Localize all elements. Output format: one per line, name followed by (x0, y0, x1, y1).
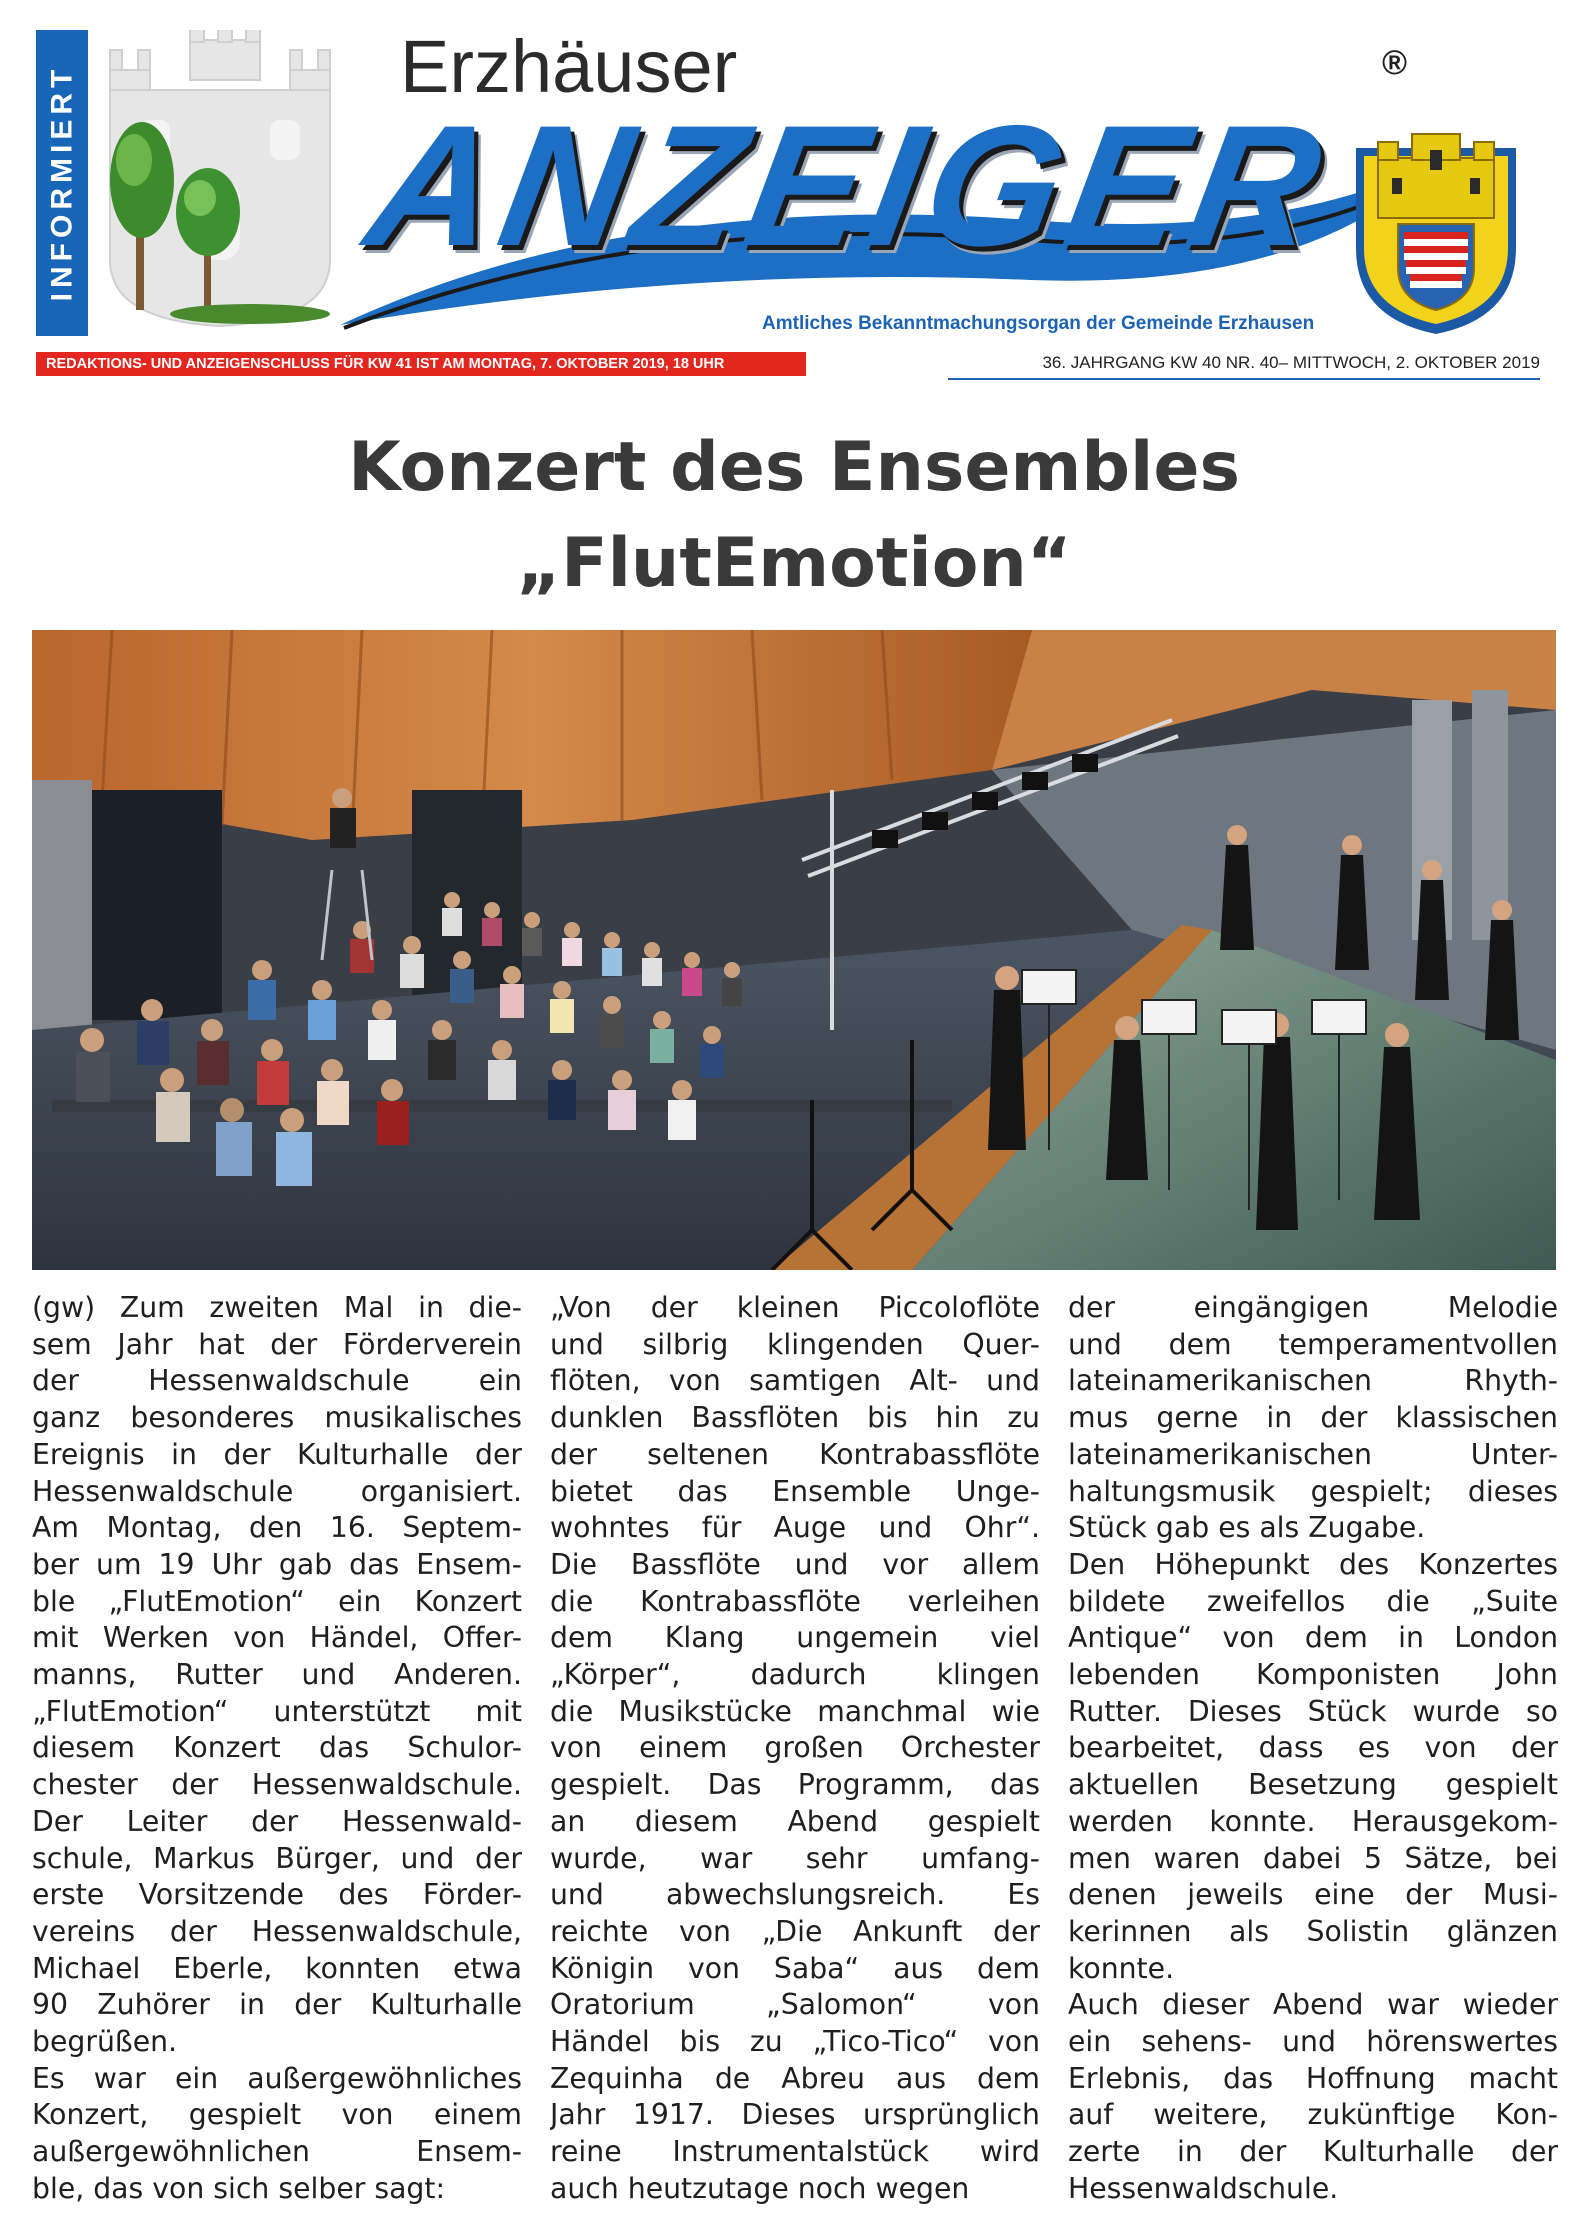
article-text-line: Jahr 1917. Dieses ursprünglich (550, 2098, 1040, 2132)
article-text-line: ganz besonderes musikalisches (32, 1401, 522, 1435)
article-text-line: ble „FlutEmotion“ ein Konzert (32, 1584, 522, 1618)
article-text-line: denen jeweils eine der Musi- (1068, 1878, 1558, 1912)
castle-tree-logo-icon (100, 30, 340, 330)
article-text-line: wurde, war sehr umfang- (550, 1841, 1040, 1875)
article-text-line: Oratorium „Salomon“ von (550, 1988, 1040, 2022)
article-text-line: Stück gab es als Zugabe. (1068, 1511, 1426, 1545)
masthead-title-big: ANZEIGER (355, 90, 1342, 282)
article-text-line: reichte von „Die Ankunft der (550, 1914, 1040, 1948)
article-column-2 (550, 1290, 1040, 2230)
article-text-line: „FlutEmotion“ unterstützt mit (32, 1694, 522, 1728)
article-text-line: zerte in der Kulturhalle der (1068, 2135, 1558, 2169)
article-text-line: erste Vorsitzende des Förder- (32, 1878, 522, 1912)
article-text-line: lateinamerikanischen Unter- (1068, 1437, 1558, 1471)
deadline-notice-bar (36, 352, 806, 376)
article-text-line: mit Werken von Händel, Offer- (32, 1621, 522, 1655)
article-text-line: dem Klang ungemein viel (550, 1621, 1040, 1655)
article-text-line: „Von der kleinen Piccoloflöte (550, 1291, 1040, 1324)
article-text-line: auch heutzutage noch wegen (550, 2171, 970, 2205)
article-text-line: Den Höhepunkt des Konzertes (1068, 1547, 1558, 1581)
article-text-line: Konzert, gespielt von einem (32, 2098, 522, 2132)
article-column-3 (1068, 1290, 1558, 2230)
coat-of-arms-icon (1348, 128, 1524, 338)
article-text-line: „Körper“, dadurch klingen (550, 1658, 1040, 1692)
article-text-line: dunklen Bassflöten bis hin zu (550, 1401, 1040, 1435)
article-text-line: bildete zweifellos die „Suite (1068, 1584, 1558, 1618)
article-text-line: mus gerne in der klassischen (1068, 1401, 1558, 1435)
article-text-line: men waren dabei 5 Sätze, bei (1068, 1841, 1558, 1875)
headline-line-1: Konzert des Ensembles (348, 428, 1240, 507)
concert-photo (32, 630, 1556, 1270)
article-text-line: manns, Rutter und Anderen. (32, 1658, 522, 1692)
article-text-line: außergewöhnlichen Ensem- (32, 2135, 522, 2169)
article-headline (0, 420, 1588, 612)
article-text-line: Ereignis in der Kulturhalle der (32, 1437, 522, 1471)
article-text-line: Zequinha de Abreu aus dem (550, 2061, 1040, 2095)
article-text-line: Antique“ von dem in London (1068, 1621, 1558, 1655)
article-text-line: ble, das von sich selber sagt: (32, 2171, 446, 2205)
article-text-line: der eingängigen Melodie (1068, 1291, 1558, 1324)
article-text-line: aktuellen Besetzung gespielt (1068, 1768, 1558, 1802)
article-text-line: ein sehens- und hörenswertes (1068, 2025, 1558, 2059)
article-text-line: begrüßen. (32, 2025, 178, 2059)
article-text-line: Königin von Saba“ aus dem (550, 1951, 1040, 1985)
article-text-line: und abwechslungsreich. Es (550, 1878, 1040, 1912)
article-text-line: die Musikstücke manchmal wie (550, 1694, 1040, 1728)
concert-photo-illustration (32, 630, 1556, 1270)
article-text-line: Erlebnis, das Hoffnung macht (1068, 2061, 1558, 2095)
article-text-line: ber um 19 Uhr gab das Ensem- (32, 1547, 522, 1581)
article-text-line: der Hessenwaldschule ein (32, 1364, 522, 1398)
article-text-line: kerinnen als Solistin glänzen (1068, 1914, 1558, 1948)
article-text-line: bietet das Ensemble Unge- (550, 1474, 1040, 1508)
registered-mark: ® (1382, 44, 1408, 82)
article-text-line: haltungsmusik gespielt; dieses (1068, 1474, 1558, 1508)
article-text-line: Michael Eberle, konnten etwa (32, 1951, 522, 1985)
article-text-line: Am Montag, den 16. Septem- (32, 1511, 522, 1545)
article-text-line: schule, Markus Bürger, und der (32, 1841, 522, 1875)
article-text-line: von einem großen Orchester (550, 1731, 1040, 1765)
article-text-line: lateinamerikanischen Rhyth- (1068, 1364, 1558, 1398)
article-text-line: die Kontrabassflöte verleihen (550, 1584, 1040, 1618)
issue-info: 36. JAHRGANG KW 40 NR. 40– MITTWOCH, 2. OKTOBER 2019 (948, 352, 1540, 380)
article-column-1 (32, 1290, 522, 2230)
article-text-line: an diesem Abend gespielt (550, 1804, 1040, 1838)
article-text-line: bearbeitet, dass es von der (1068, 1731, 1558, 1765)
article-text-line: auf weitere, zukünftige Kon- (1068, 2098, 1558, 2132)
article-text-line: der seltenen Kontrabassflöte (550, 1437, 1040, 1471)
article-text-line: lebenden Komponisten John (1068, 1658, 1558, 1692)
article-text-line: (gw) Zum zweiten Mal in die- (32, 1291, 522, 1324)
headline-line-2: „FlutEmotion“ (516, 524, 1072, 603)
article-text-line: und silbrig klingenden Quer- (550, 1327, 1040, 1361)
masthead-title-small: Erzhäuser (400, 25, 738, 108)
deadline-notice-text: REDAKTIONS- UND ANZEIGENSCHLUSS FÜR KW 41 IST AM MONTAG, 7. OKTOBER 2019, 18 UHR (46, 356, 725, 372)
article-text-line: Rutter. Dieses Stück wurde so (1068, 1694, 1558, 1728)
article-text-line: Es war ein außergewöhnliches (32, 2061, 522, 2095)
article-text-line: vereins der Hessenwaldschule, (32, 1914, 522, 1948)
article-text-line: sem Jahr hat der Förderverein (32, 1327, 522, 1361)
article-text-line: chester der Hessenwaldschule. (32, 1768, 522, 1802)
article-text-line: Händel bis zu „Tico-Tico“ von (550, 2025, 1040, 2059)
article-text-line: 90 Zuhörer in der Kulturhalle (32, 1988, 522, 2022)
article-text-line: Hessenwaldschule. (1068, 2171, 1339, 2205)
article-text-line: diesem Konzert das Schulor- (32, 1731, 522, 1765)
article-text-line: reine Instrumentalstück wird (550, 2135, 1040, 2169)
masthead-tagline: Amtliches Bekanntmachungsorgan der Gemeinde Erzhausen (762, 313, 1315, 334)
article-text-line: Auch dieser Abend war wieder (1068, 1988, 1558, 2022)
article-text-line: und dem temperamentvollen (1068, 1327, 1558, 1361)
article-text-line: Der Leiter der Hessenwald- (32, 1804, 522, 1838)
article-text-line: konnte. (1068, 1951, 1175, 1985)
article-body (32, 1290, 1556, 2230)
article-text-line: werden konnte. Herausgekom- (1068, 1804, 1558, 1838)
article-text-line: wohntes für Auge und Ohr“. (550, 1511, 1040, 1545)
article-text-line: Die Bassflöte und vor allem (550, 1547, 1040, 1581)
article-text-line: gespielt. Das Programm, das (550, 1768, 1040, 1802)
informiert-side-label: INFORMIERT (36, 30, 88, 336)
article-text-line: Hessenwaldschule organisiert. (32, 1474, 522, 1508)
article-text-line: flöten, von samtigen Alt- und (550, 1364, 1040, 1398)
